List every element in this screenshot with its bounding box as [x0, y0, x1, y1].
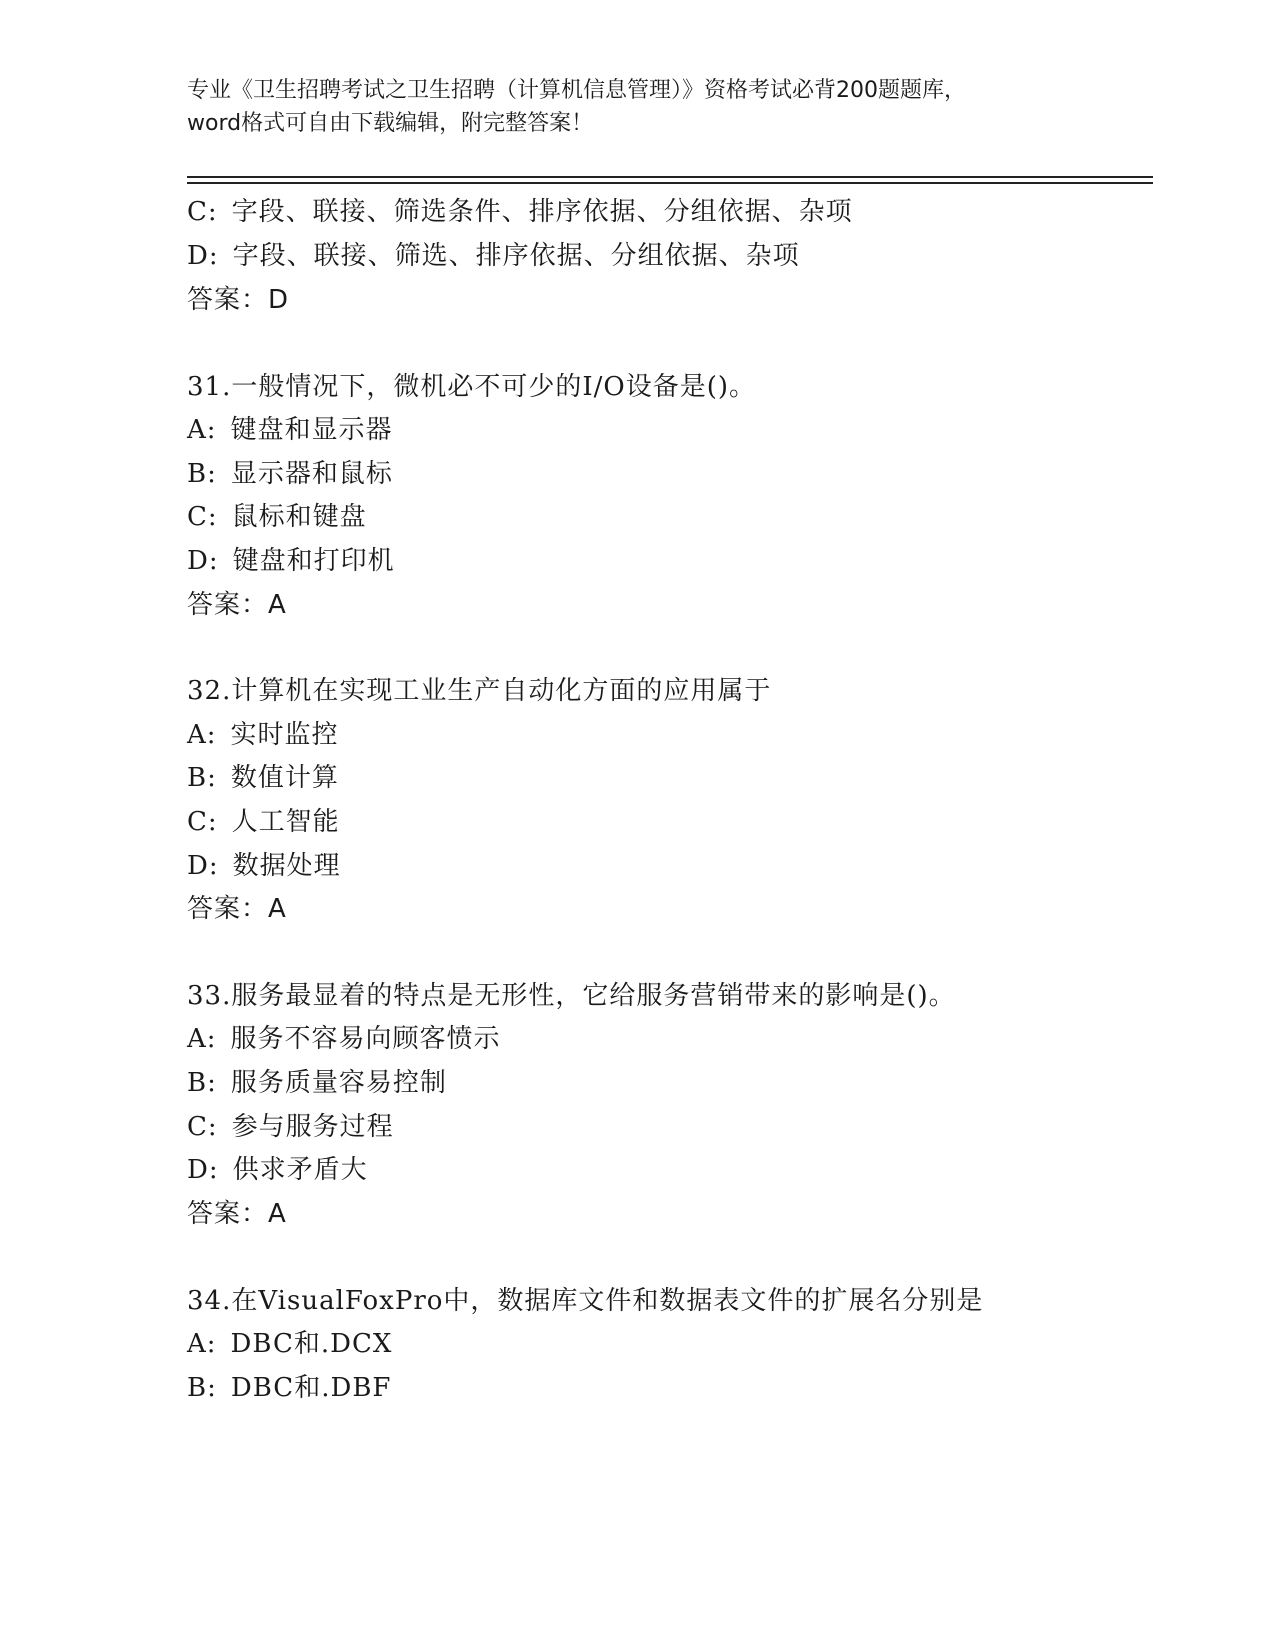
option-line [187, 496, 367, 533]
answer-line: 答案：A [187, 1199, 287, 1229]
option-key: C: [187, 197, 218, 227]
option-key: A: [187, 1024, 217, 1054]
option-text: 服务质量容易控制 [230, 1068, 447, 1098]
header-rule-bottom [187, 182, 1153, 184]
option-key: D: [187, 546, 219, 576]
option-key: C: [187, 502, 218, 532]
question-stem: 32.计算机在实现工业生产自动化方面的应用属于 [187, 676, 772, 706]
option-key: A: [187, 1329, 217, 1359]
option-text: 键盘和打印机 [232, 546, 395, 576]
option-line [187, 845, 341, 882]
option-text: 实时监控 [230, 720, 339, 750]
option-text: 人工智能 [231, 807, 340, 837]
question-stem: 31.一般情况下，微机必不可少的I/O设备是()。 [187, 372, 756, 402]
option-key: B: [187, 459, 217, 489]
option-text: 供求矛盾大 [232, 1155, 368, 1185]
answer-line: 答案：A [187, 894, 287, 924]
option-text: 参与服务过程 [231, 1112, 394, 1142]
answer-line: 答案：D [187, 285, 290, 315]
document-header [187, 74, 1087, 140]
option-key: C: [187, 807, 218, 837]
option-text: 字段、联接、筛选条件、排序依据、分组依据、杂项 [231, 197, 853, 227]
option-line [187, 1062, 447, 1099]
option-line [187, 801, 340, 838]
answer-line: 答案：A [187, 590, 287, 620]
option-text: 字段、联接、筛选、排序依据、分组依据、杂项 [232, 241, 800, 271]
question-stem: 34.在VisualFoxPro中，数据库文件和数据表文件的扩展名分别是 [187, 1286, 984, 1316]
header-line-1: 专业《卫生招聘考试之卫生招聘（计算机信息管理）》资格考试必背200题题库， [187, 78, 966, 103]
option-line [187, 235, 800, 272]
option-key: A: [187, 720, 217, 750]
header-line-2: word格式可自由下载编辑，附完整答案！ [187, 111, 594, 136]
question-stem: 33.服务最显着的特点是无形性，它给服务营销带来的影响是()。 [187, 981, 956, 1011]
header-rule-top [187, 176, 1153, 178]
option-line [187, 540, 395, 577]
option-key: B: [187, 763, 217, 793]
option-line [187, 191, 853, 228]
option-line [187, 1323, 392, 1360]
option-key: D: [187, 1155, 219, 1185]
option-text: 键盘和显示器 [230, 415, 393, 445]
option-key: A: [187, 415, 217, 445]
option-text: DBC和.DCX [230, 1329, 393, 1359]
option-key: C: [187, 1112, 218, 1142]
option-line [187, 1367, 391, 1404]
option-key: B: [187, 1068, 217, 1098]
option-text: 鼠标和键盘 [231, 502, 367, 532]
option-text: 数据处理 [232, 851, 341, 881]
option-key: B: [187, 1373, 217, 1403]
option-line [187, 1018, 501, 1055]
option-text: 服务不容易向顾客愤示 [230, 1024, 501, 1054]
option-line [187, 409, 393, 446]
option-line [187, 757, 339, 794]
option-line [187, 453, 393, 490]
option-key: D: [187, 851, 219, 881]
option-text: 数值计算 [230, 763, 339, 793]
option-line [187, 1149, 368, 1186]
option-line [187, 1106, 394, 1143]
option-key: D: [187, 241, 219, 271]
option-text: 显示器和鼠标 [230, 459, 393, 489]
option-text: DBC和.DBF [230, 1373, 392, 1403]
option-line [187, 714, 339, 751]
